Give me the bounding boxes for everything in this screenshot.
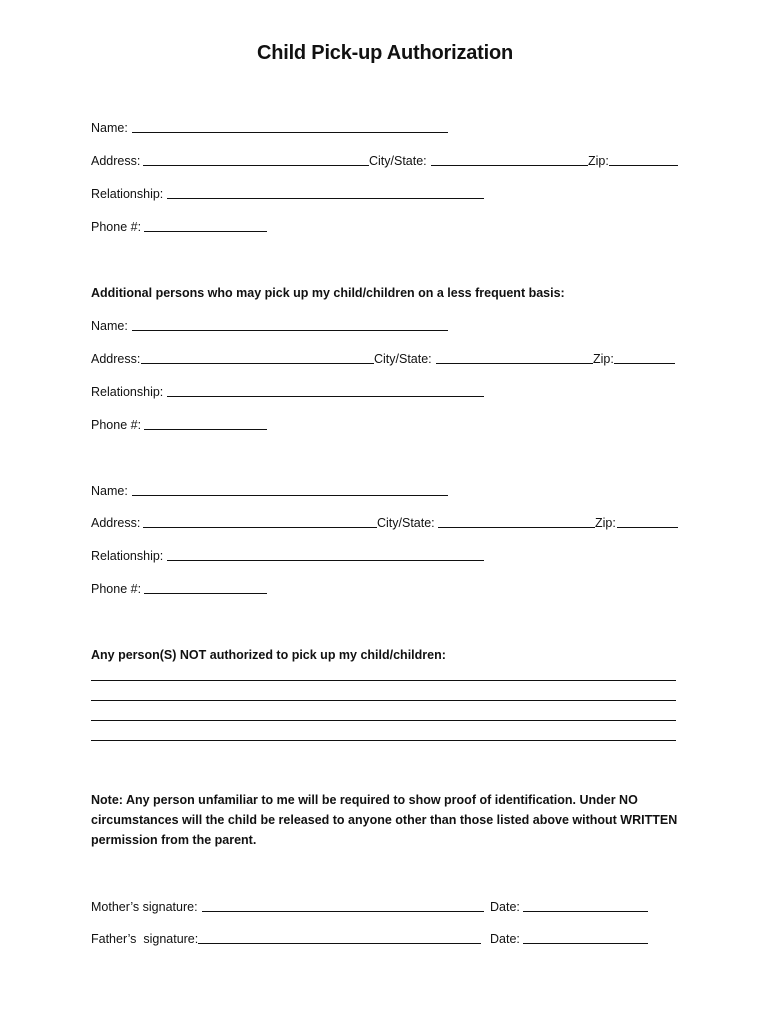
name-field[interactable] bbox=[132, 330, 448, 331]
person1-name-row bbox=[91, 316, 691, 336]
relationship-label: Relationship: bbox=[91, 187, 164, 201]
additional-persons-heading: Additional persons who may pick up my child/children on a less frequent basis: bbox=[91, 286, 565, 300]
primary-address-row bbox=[91, 151, 691, 171]
address-field[interactable] bbox=[143, 165, 369, 166]
address-label: Address: bbox=[91, 154, 141, 168]
identification-note: Note: Any person unfamiliar to me will be required to show proof of identification. Under NO circumstances will the child be released to anyone other than those listed above without WRITTEN permission from the parent. bbox=[91, 793, 678, 847]
date-label: Date: bbox=[490, 900, 520, 914]
address-field[interactable] bbox=[143, 527, 377, 528]
person1-phone-row bbox=[91, 415, 691, 435]
zip-label: Zip: bbox=[595, 516, 616, 530]
person1-address-row bbox=[91, 349, 691, 369]
phone-label: Phone #: bbox=[91, 582, 142, 596]
city-state-label: City/State: bbox=[374, 352, 432, 366]
not-authorized-line[interactable] bbox=[91, 720, 676, 721]
father-signature-label: Father’s signature: bbox=[91, 932, 199, 946]
mother-signature-label: Mother’s signature: bbox=[91, 900, 198, 914]
person1-relationship-row bbox=[91, 382, 691, 402]
name-label: Name: bbox=[91, 319, 128, 333]
city-state-field[interactable] bbox=[438, 527, 595, 528]
father-signature-field[interactable] bbox=[198, 943, 481, 944]
name-field[interactable] bbox=[132, 132, 448, 133]
zip-label: Zip: bbox=[593, 352, 614, 366]
relationship-field[interactable] bbox=[167, 198, 484, 199]
city-state-field[interactable] bbox=[436, 363, 593, 364]
mother-signature-field[interactable] bbox=[202, 911, 484, 912]
not-authorized-line[interactable] bbox=[91, 740, 676, 741]
city-state-label: City/State: bbox=[369, 154, 427, 168]
name-label: Name: bbox=[91, 484, 128, 498]
zip-label: Zip: bbox=[588, 154, 609, 168]
father-signature-row bbox=[91, 929, 691, 949]
city-state-label: City/State: bbox=[377, 516, 435, 530]
page-title: Child Pick-up Authorization bbox=[256, 42, 514, 64]
date-label: Date: bbox=[490, 932, 520, 946]
not-authorized-line[interactable] bbox=[91, 680, 676, 681]
person2-name-row bbox=[91, 481, 691, 501]
relationship-label: Relationship: bbox=[91, 549, 164, 563]
address-label: Address: bbox=[91, 516, 141, 530]
phone-field[interactable] bbox=[144, 231, 267, 232]
relationship-field[interactable] bbox=[167, 396, 484, 397]
father-date-field[interactable] bbox=[523, 943, 648, 944]
zip-field[interactable] bbox=[617, 527, 678, 528]
not-authorized-line[interactable] bbox=[91, 700, 676, 701]
primary-relationship-row bbox=[91, 184, 691, 204]
phone-label: Phone #: bbox=[91, 418, 142, 432]
phone-field[interactable] bbox=[144, 429, 267, 430]
person2-phone-row bbox=[91, 579, 691, 599]
relationship-label: Relationship: bbox=[91, 385, 164, 399]
primary-phone-row bbox=[91, 217, 691, 237]
phone-field[interactable] bbox=[144, 593, 267, 594]
zip-field[interactable] bbox=[614, 363, 675, 364]
city-state-field[interactable] bbox=[431, 165, 588, 166]
person2-relationship-row bbox=[91, 546, 691, 566]
name-label: Name: bbox=[91, 121, 128, 135]
primary-name-row bbox=[91, 118, 691, 138]
address-label: Address: bbox=[91, 352, 141, 366]
mother-date-field[interactable] bbox=[523, 911, 648, 912]
phone-label: Phone #: bbox=[91, 220, 142, 234]
name-field[interactable] bbox=[132, 495, 448, 496]
not-authorized-heading: Any person(S) NOT authorized to pick up my child/children: bbox=[91, 648, 446, 662]
relationship-field[interactable] bbox=[167, 560, 484, 561]
person2-address-row bbox=[91, 513, 691, 533]
mother-signature-row bbox=[91, 897, 691, 917]
address-field[interactable] bbox=[141, 363, 374, 364]
zip-field[interactable] bbox=[609, 165, 678, 166]
